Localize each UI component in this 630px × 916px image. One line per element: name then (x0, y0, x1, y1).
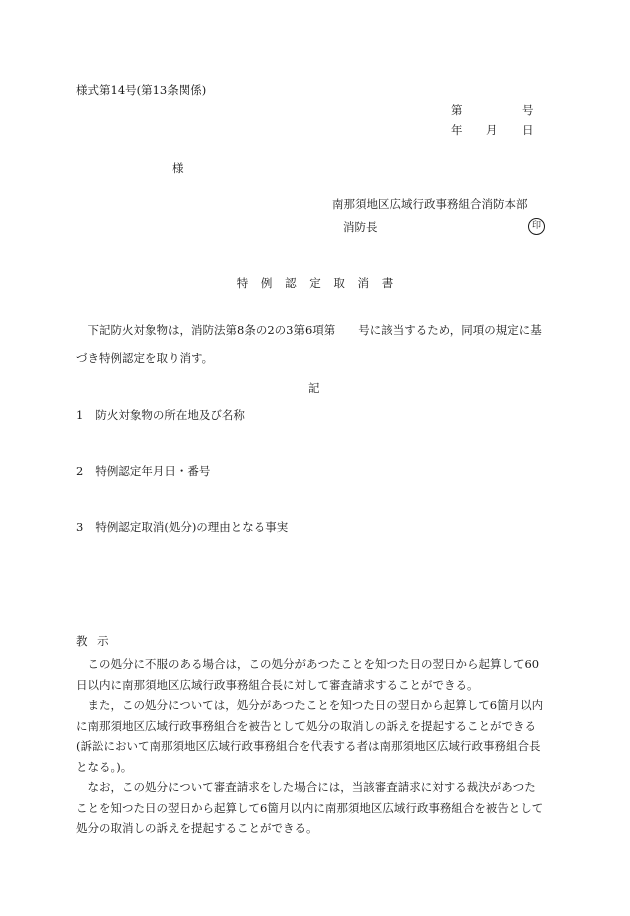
item-1 (76, 409, 245, 423)
date-month: 月 (486, 123, 498, 137)
ki-heading: 記 (308, 381, 320, 395)
form-number: 様式第14号(第13条関係) (76, 83, 207, 97)
notice-paragraph-2: また，この処分については，処分があつたことを知つた日の翌日から起算して6箇月以内に南那須地区広域行政事務組合を被告として処分の取消しの訴えを提起することができる(訴訟において南那須地区広域行政事務組合を代表する者は南那須地区広域行政事務組合長となる。)。 (76, 698, 544, 774)
seal-mark: 印 (528, 218, 545, 235)
doc-number-suffix: 号 (522, 103, 534, 117)
issuer-title: 消防長 (343, 220, 378, 234)
item-3-number: 3 (76, 520, 84, 534)
notice-paragraph-3: なお，この処分について審査請求をした場合には，当該審査請求に対する裁決があつたことを知つた日の翌日から起算して6箇月以内に南那須地区広域行政事務組合を被告として処分の取消しの訴えを提起することができる。 (76, 780, 544, 835)
notice-heading: 教 示 (76, 634, 109, 648)
date-day: 日 (522, 123, 534, 137)
notice-paragraph-1: この処分に不服のある場合は，この処分があつたことを知つた日の翌日から起算して60日以内に南那須地区広域行政事務組合長に対して審査請求することができる。 (76, 657, 540, 692)
item-1-label: 防火対象物の所在地及び名称 (95, 408, 245, 422)
doc-number-prefix: 第 (451, 103, 463, 117)
item-1-number: 1 (76, 408, 84, 422)
document-title: 特 例 認 定 取 消 書 (236, 276, 394, 290)
item-3 (76, 521, 288, 535)
item-2-label: 特例認定年月日・番号 (95, 464, 211, 478)
date-year: 年 (451, 123, 463, 137)
item-3-label: 特例認定取消(処分)の理由となる事実 (95, 520, 289, 534)
item-2 (76, 465, 210, 479)
item-2-number: 2 (76, 464, 84, 478)
issuer-organization: 南那須地区広域行政事務組合消防本部 (332, 197, 528, 211)
addressee-suffix: 様 (172, 161, 184, 175)
intro-paragraph: 下記防火対象物は，消防法第8条の2の3第6項第 号に該当するため，同項の規定に基づき特例認定を取り消す。 (76, 323, 542, 365)
